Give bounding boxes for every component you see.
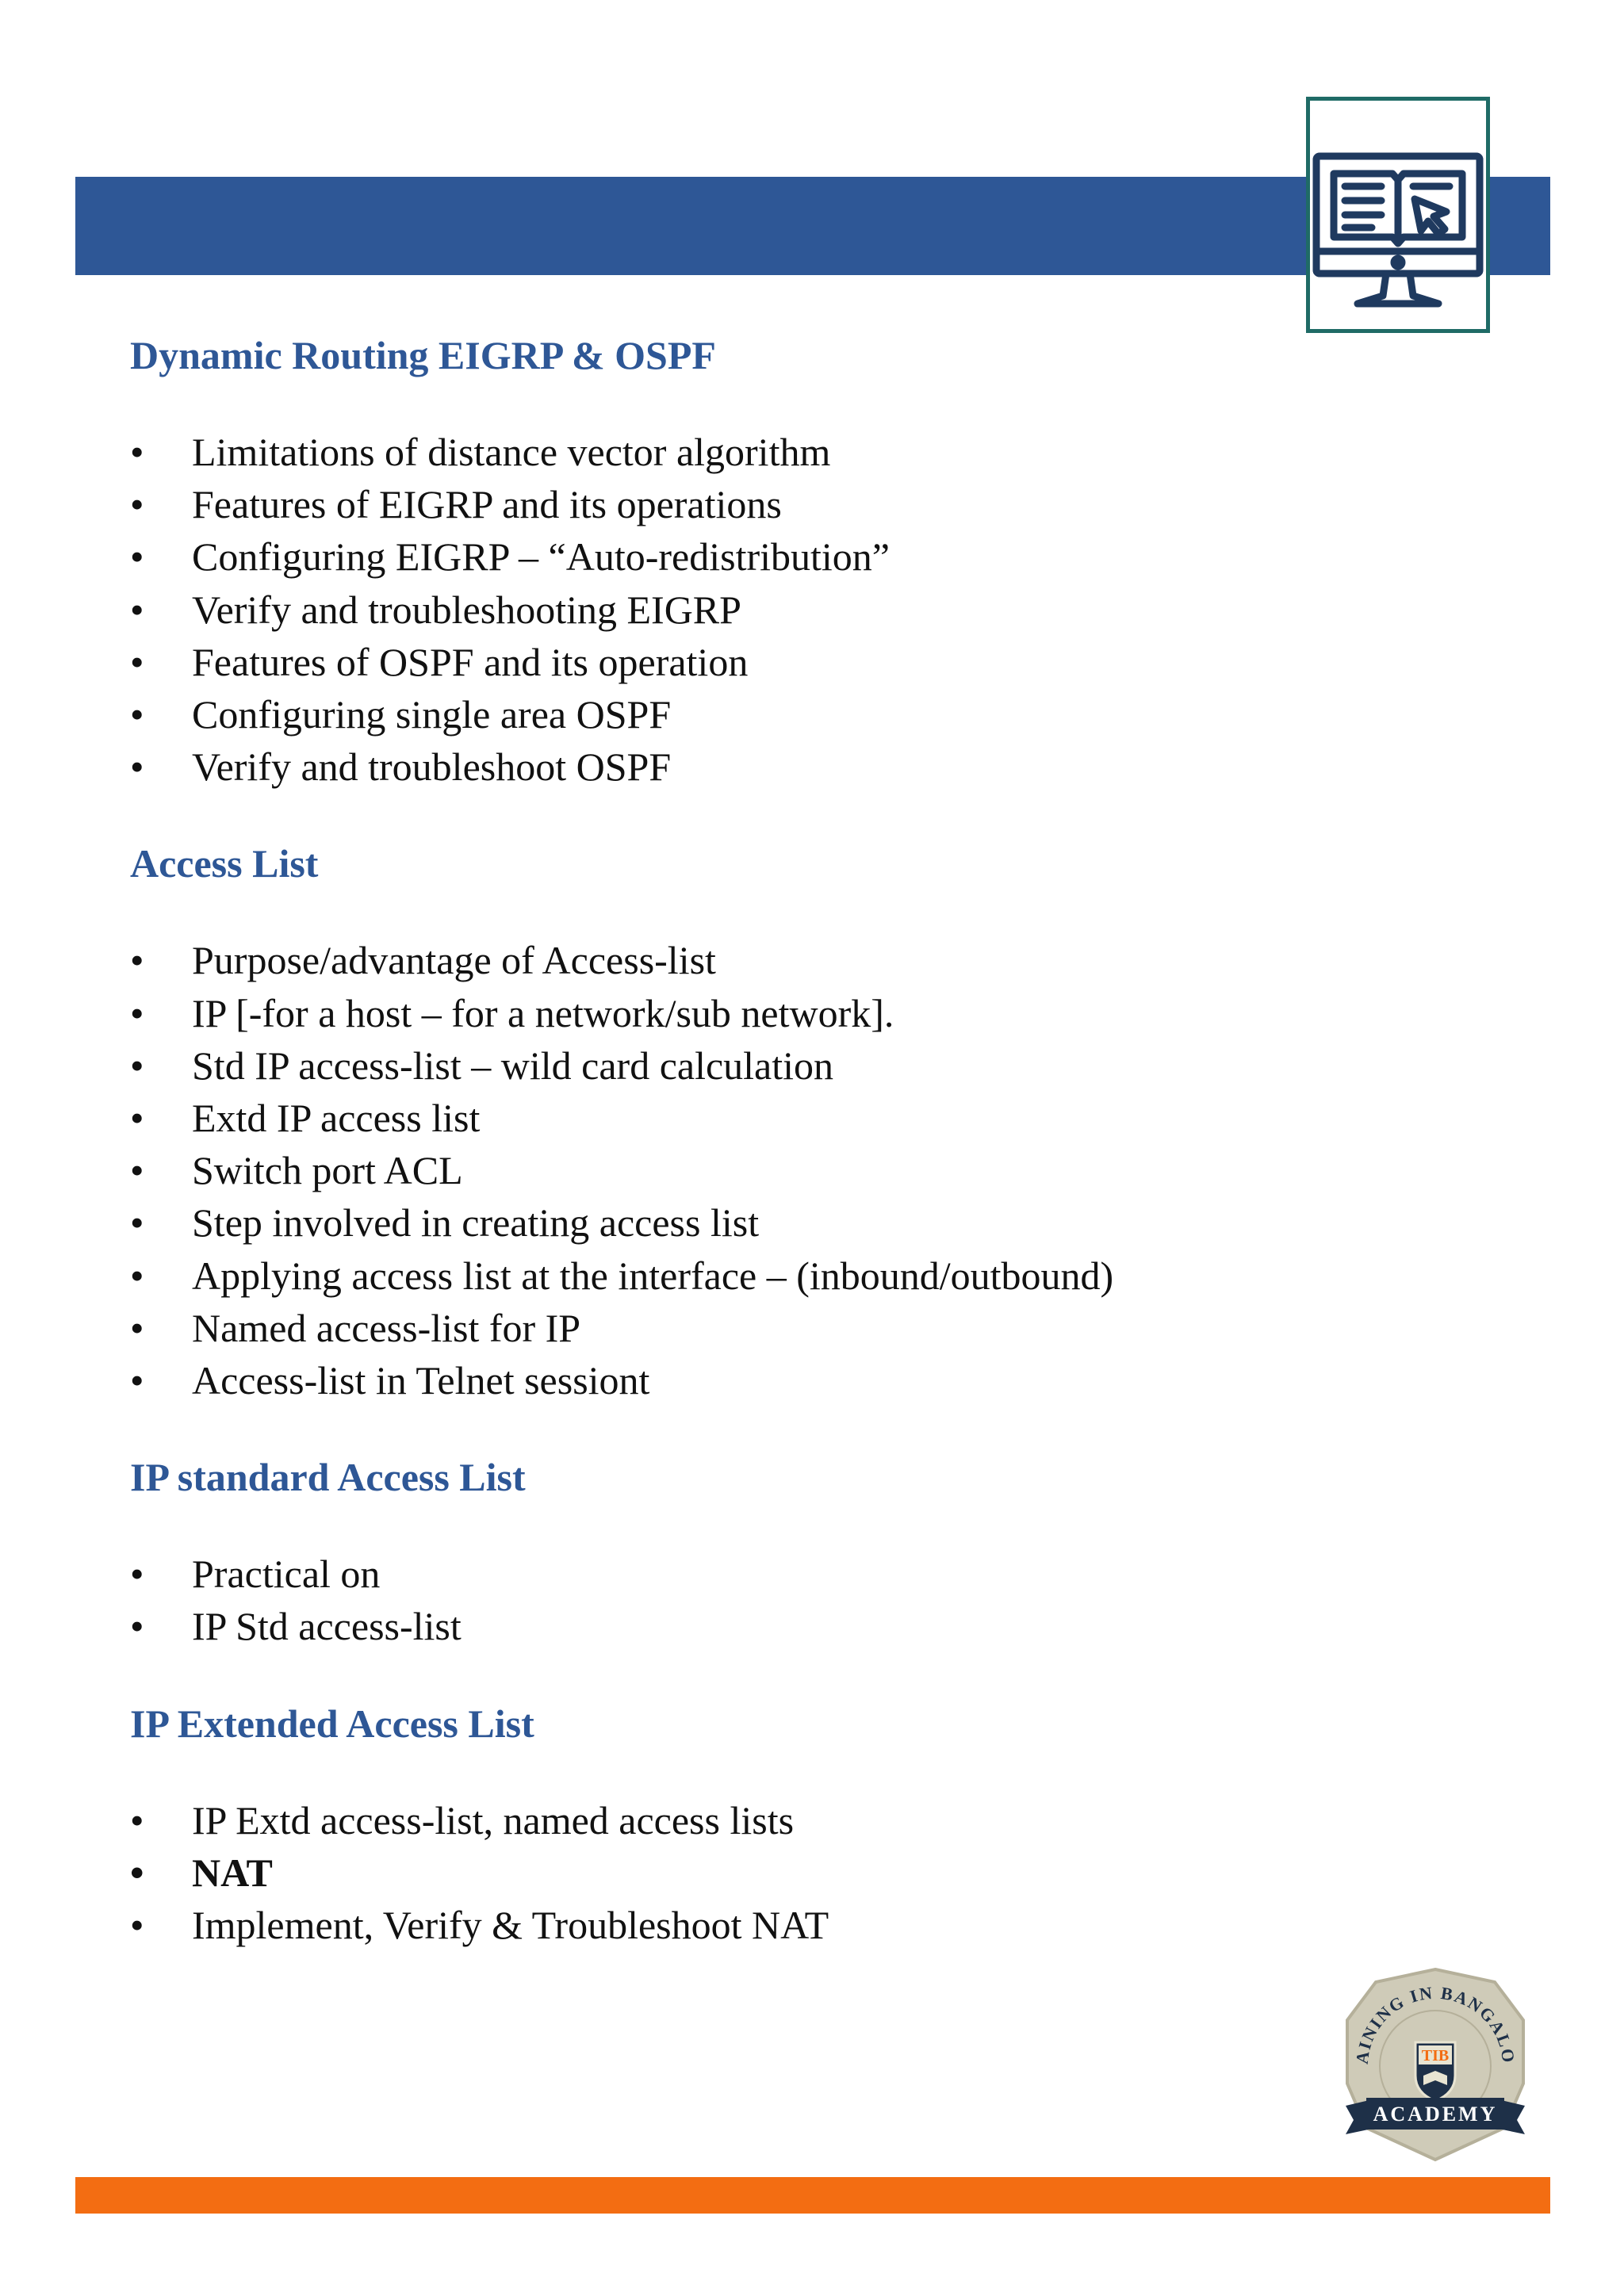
list-item-text: Extd IP access list bbox=[192, 1096, 481, 1141]
list-item-text: Features of EIGRP and its operations bbox=[192, 482, 782, 527]
section-access-list bbox=[130, 829, 1478, 1406]
section-heading: Dynamic Routing EIGRP & OSPF bbox=[130, 333, 716, 377]
list-item-text: IP Extd access-list, named access lists bbox=[192, 1797, 795, 1843]
list-item bbox=[130, 688, 1478, 740]
bullet-icon: • bbox=[130, 1305, 144, 1350]
logo-shield-text: TIB bbox=[1421, 2047, 1450, 2064]
list-item bbox=[130, 1600, 1478, 1652]
list-item bbox=[130, 1899, 1478, 1951]
list-item-text: Practical on bbox=[192, 1552, 381, 1597]
list-item bbox=[130, 426, 1478, 478]
list-item-text: Verify and troubleshooting EIGRP bbox=[192, 587, 741, 632]
list-item bbox=[130, 584, 1478, 636]
bullet-icon: • bbox=[130, 1903, 144, 1948]
bullet-icon: • bbox=[130, 1552, 144, 1597]
tib-academy-logo bbox=[1336, 1965, 1534, 2171]
list-item bbox=[130, 934, 1478, 986]
course-content bbox=[130, 321, 1478, 1988]
bullet-icon: • bbox=[130, 938, 144, 983]
bullet-icon: • bbox=[130, 1358, 144, 1403]
list-item-text: Purpose/advantage of Access-list bbox=[192, 938, 716, 983]
bullet-icon: • bbox=[130, 1200, 144, 1246]
list-item-text: IP Std access-list bbox=[192, 1604, 462, 1649]
list-item bbox=[130, 1794, 1478, 1846]
list-item bbox=[130, 1039, 1478, 1092]
bullet-icon: • bbox=[130, 692, 144, 737]
list-item-text: Access-list in Telnet sessiont bbox=[192, 1358, 650, 1403]
bullet-icon: • bbox=[130, 1043, 144, 1088]
list-item-text: Configuring single area OSPF bbox=[192, 692, 672, 737]
footer-bar bbox=[75, 2177, 1550, 2214]
list-item bbox=[130, 1249, 1478, 1302]
bullet-icon: • bbox=[130, 482, 144, 527]
list-item-text: Features of OSPF and its operation bbox=[192, 639, 749, 684]
book-monitor-cursor-icon bbox=[1310, 101, 1486, 329]
bullet-icon: • bbox=[130, 1148, 144, 1193]
list-item bbox=[130, 1144, 1478, 1196]
bullet-list bbox=[130, 426, 1478, 793]
bullet-icon: • bbox=[130, 1253, 144, 1298]
bullet-list bbox=[130, 1794, 1478, 1952]
bullet-icon: • bbox=[130, 744, 144, 790]
list-item-text: Limitations of distance vector algorithm bbox=[192, 430, 831, 474]
list-item bbox=[130, 1196, 1478, 1249]
list-item bbox=[130, 1302, 1478, 1354]
bullet-icon: • bbox=[130, 1797, 144, 1843]
bullet-icon: • bbox=[130, 1096, 144, 1141]
bullet-list bbox=[130, 934, 1478, 1406]
bullet-list bbox=[130, 1548, 1478, 1652]
list-item-text: Switch port ACL bbox=[192, 1148, 463, 1193]
list-item-text: IP [-for a host – for a network/sub network]. bbox=[192, 990, 894, 1035]
section-heading: Access List bbox=[130, 841, 319, 886]
bullet-icon: • bbox=[130, 1850, 144, 1895]
section-heading: IP standard Access List bbox=[130, 1455, 526, 1500]
list-item bbox=[130, 1092, 1478, 1144]
list-item-text: NAT bbox=[192, 1850, 273, 1895]
section-dynamic-routing bbox=[130, 321, 1478, 793]
list-item bbox=[130, 478, 1478, 530]
list-item-text: Std IP access-list – wild card calculation bbox=[192, 1043, 834, 1088]
list-item bbox=[130, 636, 1478, 688]
list-item-text: Named access-list for IP bbox=[192, 1305, 581, 1350]
list-item-text: Verify and troubleshoot OSPF bbox=[192, 744, 672, 790]
list-item-text: Applying access list at the interface – (inbound/outbound) bbox=[192, 1253, 1114, 1298]
bullet-icon: • bbox=[130, 430, 144, 474]
list-item bbox=[130, 1354, 1478, 1406]
list-item bbox=[130, 1846, 1478, 1899]
bullet-icon: • bbox=[130, 990, 144, 1035]
header-icon-frame bbox=[1306, 97, 1490, 333]
list-item bbox=[130, 530, 1478, 583]
list-item-text: Configuring EIGRP – “Auto-redistribution” bbox=[192, 534, 890, 580]
section-heading: IP Extended Access List bbox=[130, 1701, 534, 1746]
list-item-text: Implement, Verify & Troubleshoot NAT bbox=[192, 1903, 829, 1948]
list-item bbox=[130, 1548, 1478, 1600]
list-item bbox=[130, 987, 1478, 1039]
bullet-icon: • bbox=[130, 587, 144, 632]
bullet-icon: • bbox=[130, 534, 144, 580]
logo-arc-text: AINING IN BANGALO bbox=[1351, 1982, 1519, 2065]
bullet-icon: • bbox=[130, 639, 144, 684]
list-item-text: Step involved in creating access list bbox=[192, 1200, 760, 1246]
section-ip-standard-access-list bbox=[130, 1443, 1478, 1652]
bullet-icon: • bbox=[130, 1604, 144, 1649]
list-item bbox=[130, 740, 1478, 793]
logo-banner-text: ACADEMY bbox=[1373, 2103, 1498, 2126]
section-ip-extended-access-list bbox=[130, 1689, 1478, 1952]
